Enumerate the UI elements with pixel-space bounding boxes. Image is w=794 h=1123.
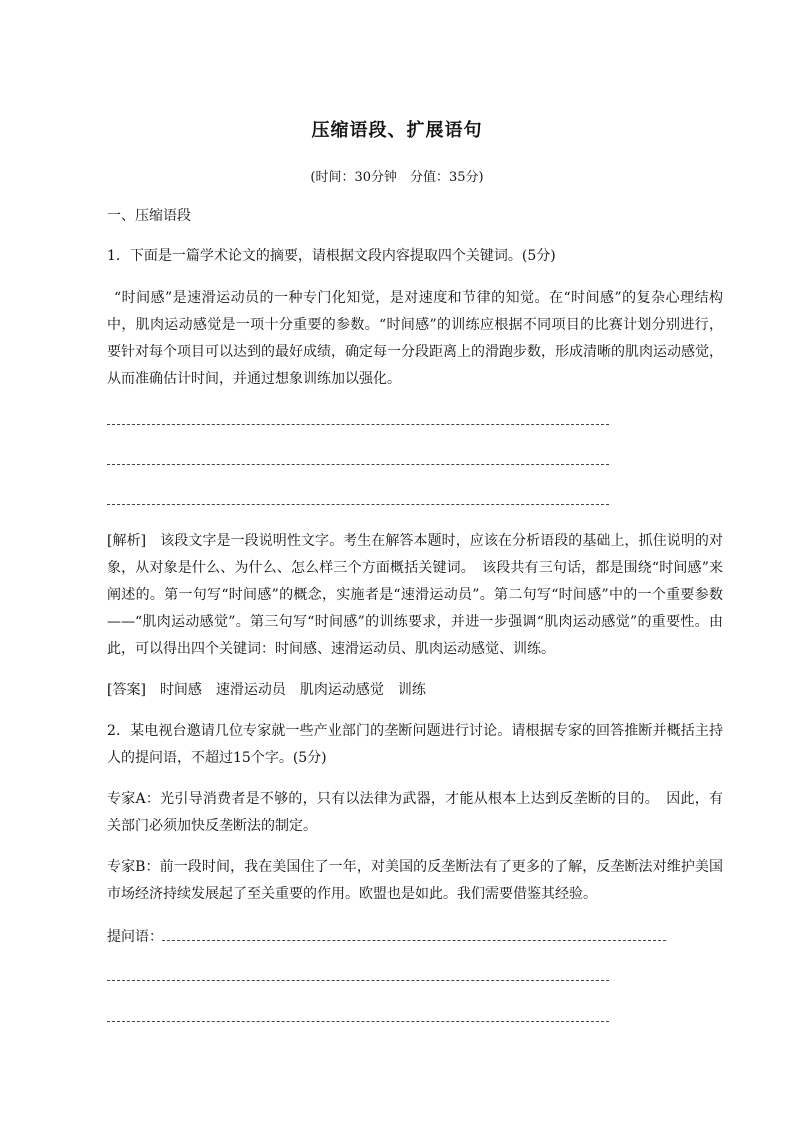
question-2-prompt: 2．某电视台邀请几位专家就一些产业部门的垄断问题进行讨论。请根据专家的回答推断并概括主持人的提问语，不超过15个字。(5分): [107, 723, 723, 766]
question-1-analysis: [107, 528, 723, 663]
answer-line-1[interactable]: [107, 424, 609, 425]
analysis-tag: [解析]: [107, 533, 147, 549]
question-1-answer: [107, 677, 723, 704]
answer-line-3[interactable]: [107, 504, 609, 505]
answer-text: 时间感 速滑运动员 肌肉运动感觉 训练: [159, 682, 426, 698]
expert-a-statement: 专家A：光引导消费者是不够的，只有以法律为武器，才能从根本上达到反垄断的目的。 因此，有关部门必须加快反垄断法的制定。: [107, 791, 723, 834]
analysis-text: 该段文字是一段说明性文字。考生在解答本题时，应该在分析语段的基础上，抓住说明的对象，从对象是什么、为什么、怎么样三个方面概括关键词。 该段共有三句话，都是围绕“时间感”来阐述的。第一句写“时间感”的概念，实施者是“速滑运动员”。第二句写“时间感”中的一个重要参数——“肌肉运动感觉”。第三句写“时间感”的训练要求，并进一步强调“肌肉运动感觉”的重要性。由此，可以得出四个关键词：时间感、速滑运动员、肌肉运动感觉、训练。: [107, 533, 723, 657]
answer-tag: [答案]: [107, 682, 146, 698]
question-answer-line[interactable]: [162, 940, 666, 941]
answer-line-2[interactable]: [107, 464, 609, 465]
question-answer-line-3[interactable]: [107, 1021, 609, 1022]
expert-b-statement: 专家B：前一段时间，我在美国住了一年，对美国的反垄断法有了更多的了解，反垄断法对维护美国市场经济持续发展起了至关重要的作用。欧盟也是如此。我们需要借鉴其经验。: [107, 859, 723, 902]
question-1-passage: [107, 285, 723, 393]
time-and-score: (时间：30分钟 分值：35分): [310, 170, 484, 185]
section-heading: 一、压缩语段: [107, 208, 191, 224]
question-1-prompt: 1．下面是一篇学术论文的摘要，请根据文段内容提取四个关键词。(5分): [107, 248, 556, 264]
passage-text: “时间感”是速滑运动员的一种专门化知觉，是对速度和节律的知觉。在“时间感”的复杂心理结构中，肌肉运动感觉是一项十分重要的参数。“时间感”的训练应根据不同项目的比赛计划分别进行，要针对每个项目可以达到的最好成绩，确定每一分段距离上的滑跑步数，形成清晰的肌肉运动感觉，从而准确估计时间，并通过想象训练加以强化。: [107, 290, 723, 387]
question-label: 提问语：: [107, 929, 163, 945]
question-answer-line-2[interactable]: [107, 980, 609, 981]
page-title: 压缩语段、扩展语句: [311, 120, 483, 141]
